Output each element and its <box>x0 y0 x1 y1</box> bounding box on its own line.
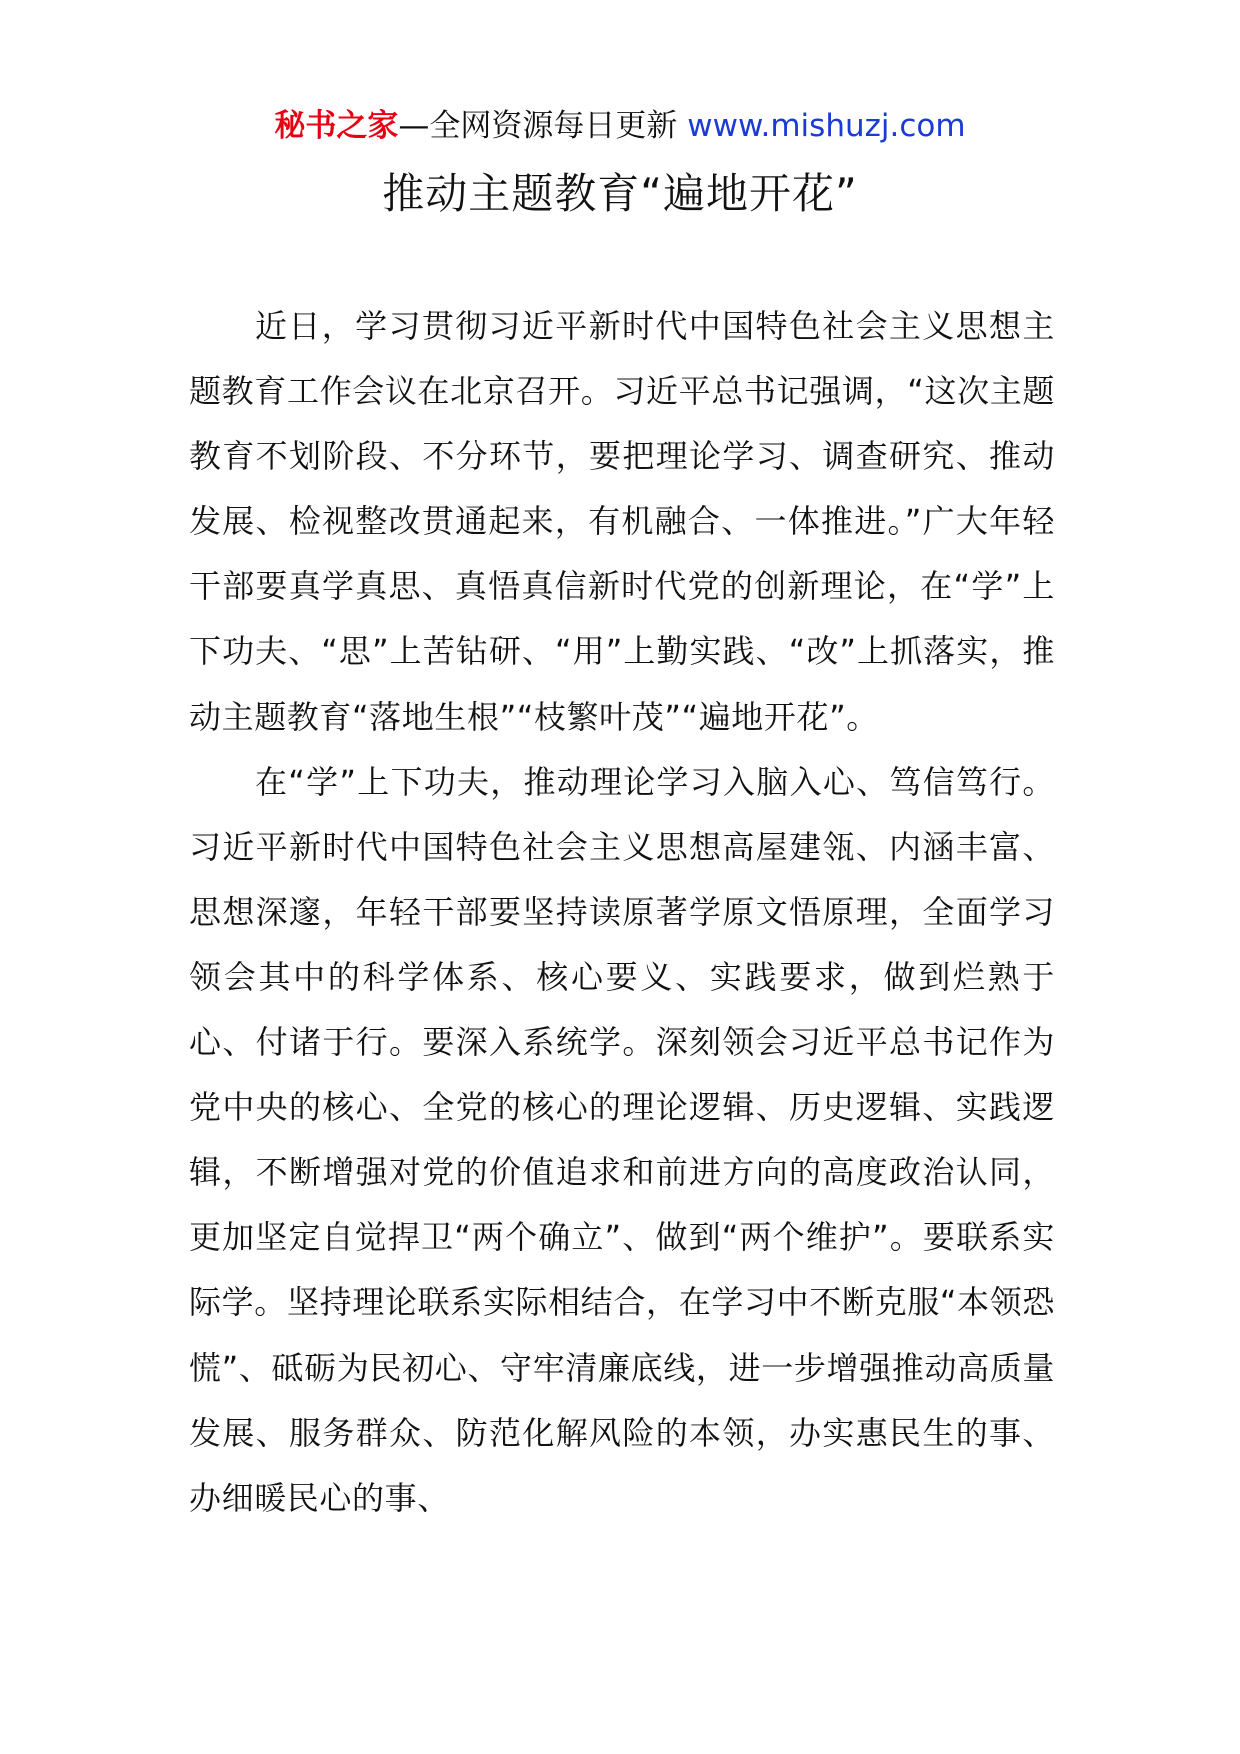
document-title: 推动主题教育“遍地开花” <box>382 169 858 218</box>
paragraph-intro: 近日，学习贯彻习近平新时代中国特色社会主义思想主题教育工作会议在北京召开。习近平总书记强调，“这次主题教育不划阶段、不分环节，要把理论学习、调查研究、推动发展、检视整改贯通起来，有机融合、一体推进。”广大年轻干部要真学真思、真悟真信新时代党的创新理论，在“学”上下功夫、“思”上苦钻研、“用”上勤实践、“改”上抓落实，推动主题教育“落地生根”“枝繁叶茂”“遍地开花”。 <box>189 307 1055 736</box>
site-header <box>0 104 1240 148</box>
site-url-link[interactable]: www.mishuzj.com <box>687 108 966 144</box>
document-body <box>189 294 1055 1531</box>
paragraph-study: 在“学”上下功夫，推动理论学习入脑入心、笃信笃行。习近平新时代中国特色社会主义思想高屋建瓴、内涵丰富、思想深邃，年轻干部要坚持读原著学原文悟原理，全面学习领会其中的科学体系、核心要义、实践要求，做到烂熟于心、付诸于行。要深入系统学。深刻领会习近平总书记作为党中央的核心、全党的核心的理论逻辑、历史逻辑、实践逻辑，不断增强对党的价值追求和前进方向的高度政治认同，更加坚定自觉捍卫“两个确立”、做到“两个维护”。要联系实际学。坚持理论联系实际相结合，在学习中不断克服“本领恐慌”、砥砺为民初心、守牢清廉底线，进一步增强推动高质量发展、服务群众、防范化解风险的本领，办实惠民生的事、办细暖民心的事、 <box>189 762 1055 1517</box>
header-tagline: —全网资源每日更新 <box>398 108 678 144</box>
brand-name: 秘书之家 <box>274 108 399 144</box>
